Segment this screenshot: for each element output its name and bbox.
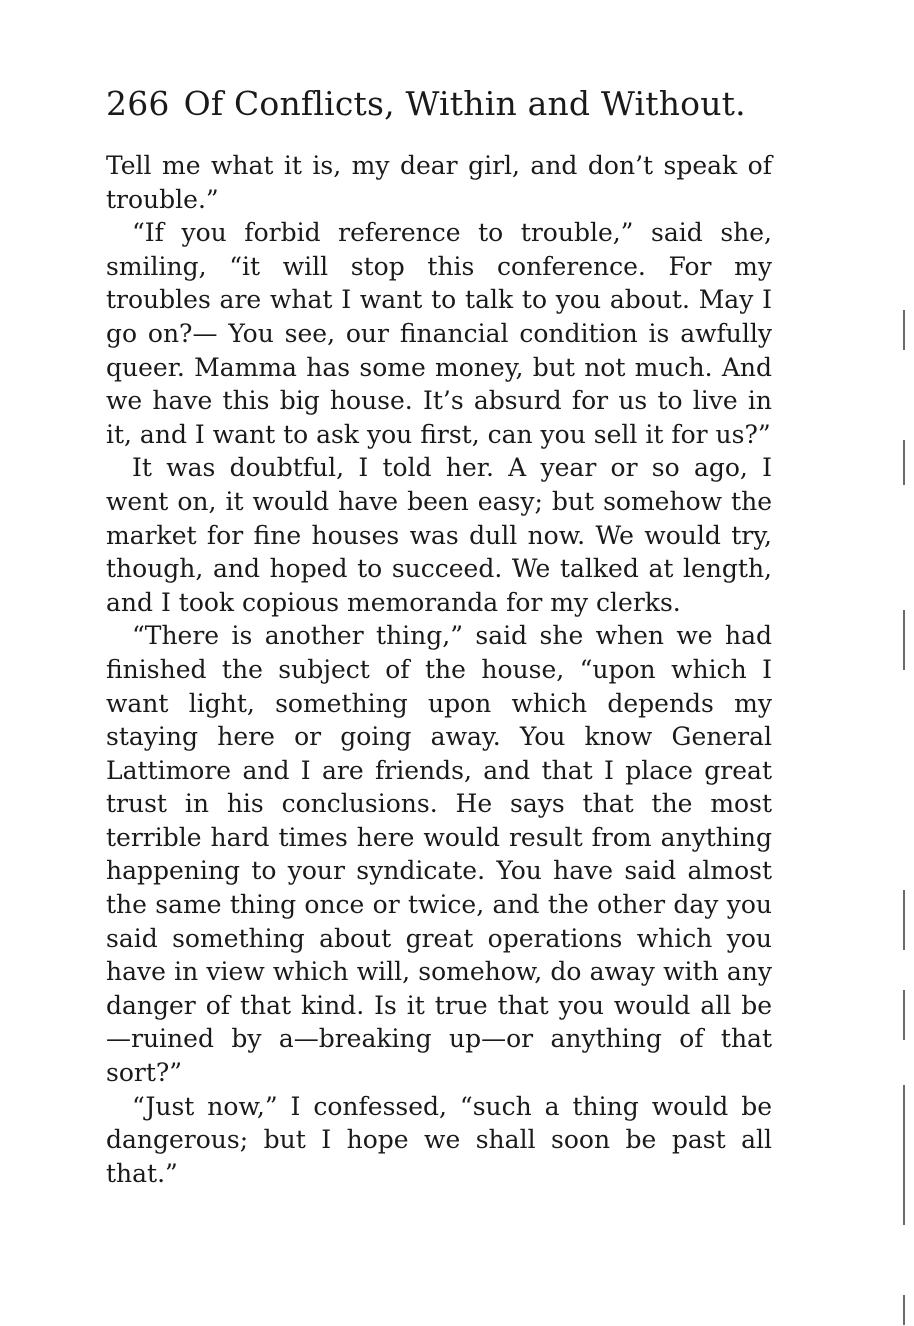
paragraph: “Just now,” I confessed, “such a thing would be dangerous; but I hope we shall soon be past all that.”: [106, 1091, 772, 1188]
paragraph: It was doubtful, I told her. A year or so ago, I went on, it would have been easy; but somehow the market for fine houses was dull now. We would try, though, and hoped to succeed. We talked at length, and I took copious memoranda for my clerks.: [106, 453, 772, 617]
running-title: Of Conflicts, Within and Without.: [183, 84, 746, 123]
scan-edge-mark: [903, 1295, 905, 1325]
paragraph: Tell me what it is, my dear girl, and don’t speak of trouble.”: [106, 151, 772, 214]
scan-edge-mark: [903, 310, 905, 350]
body-text: [106, 149, 772, 1190]
paragraph: “If you forbid reference to trouble,” said she, smiling, “it will stop this conference. For my troubles are what I want to talk to you about. May I go on?— You see, our financial condition is awfully queer. Mamma has some money, but not much. And we have this big house. It’s absurd for us to live in it, and I want to ask you first, can you sell it for us?”: [106, 218, 772, 449]
scan-edge-mark: [903, 890, 905, 950]
running-header: [106, 84, 786, 124]
scan-edge-mark: [903, 440, 905, 485]
scan-edge-mark: [903, 990, 905, 1040]
page-number: 266: [106, 84, 170, 123]
scan-edge-mark: [903, 1085, 905, 1225]
scan-edge-mark: [903, 610, 905, 670]
paragraph: “There is another thing,” said she when we had finished the subject of the house, “upon which I want light, something upon which depends my staying here or going away. You know General Lattimore and I are friends, and that I place great trust in his conclusions. He says that the most terrible hard times here would result from anything happening to your syndicate. You have said almost the same thing once or twice, and the other day you said something about great operations which you have in view which will, somehow, do away with any danger of that kind. Is it true that you would all be—ruined by a—breaking up—or anything of that sort?”: [106, 621, 772, 1088]
